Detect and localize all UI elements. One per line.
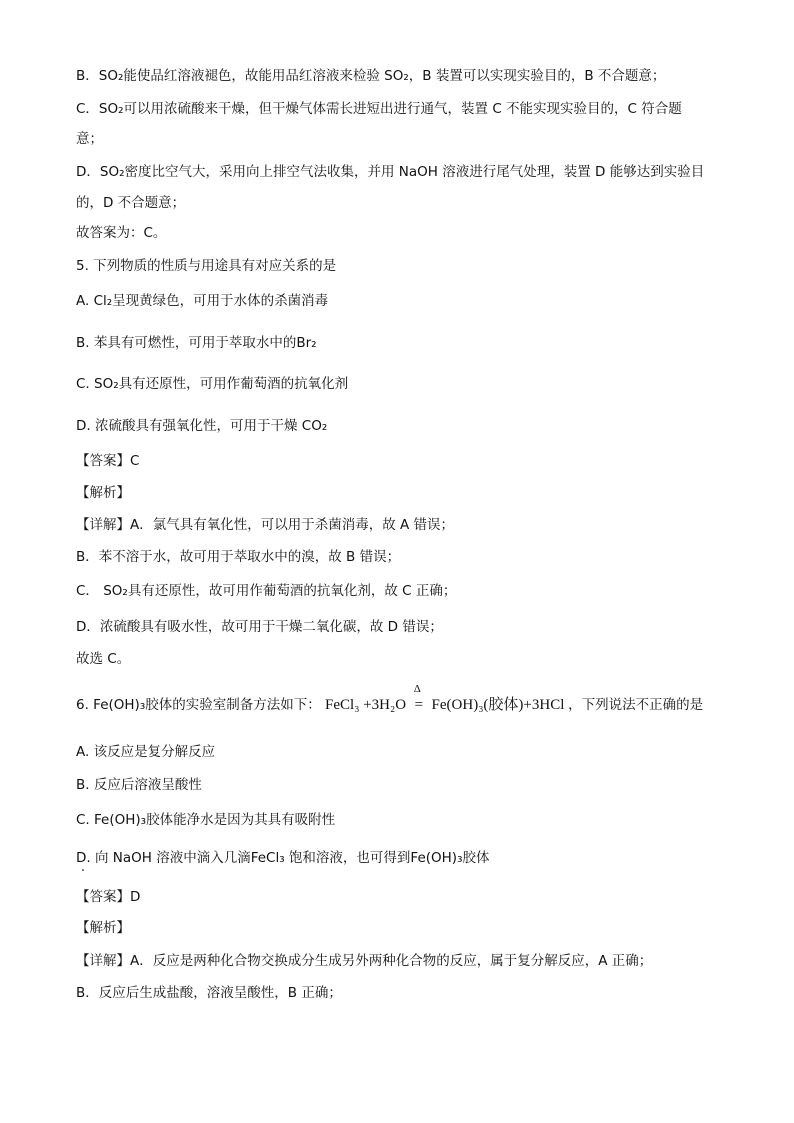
question-6-stem <box>76 683 704 715</box>
question-6-stem-prefix: 6. Fe(OH)₃胶体的实验室制备方法如下： <box>76 697 321 713</box>
heating-condition <box>410 683 428 715</box>
question-6-detail-line: B．反应后生成盐酸，溶液呈酸性，B 正确； <box>76 985 342 1001</box>
delta-symbol: Δ <box>413 683 421 695</box>
question-5-option-c: C. SO₂具有还原性，可用作葡萄酒的抗氧化剂 <box>76 376 349 392</box>
question-5-stem: 5. 下列物质的性质与用途具有对应关系的是 <box>76 258 337 274</box>
question-5-detail-line: 【详解】A．氯气具有氧化性，可以用于杀菌消毒，故 A 错误； <box>76 517 455 533</box>
question-5-option-a: A. Cl₂呈现黄绿色，可用于水体的杀菌消毒 <box>76 293 329 309</box>
equals-sign: = <box>414 697 424 713</box>
reaction-equation <box>325 683 568 713</box>
question-6-option-c: C. Fe(OH)₃胶体能净水是因为其具有吸附性 <box>76 812 336 828</box>
question-5-detail-line: C． SO₂具有还原性，故可用作葡萄酒的抗氧化剂，故 C 正确； <box>76 583 457 599</box>
question-5-option-d: D. 浓硫酸具有强氧化性，可用于干燥 CO₂ <box>76 418 328 434</box>
question-6-option-a: A. 该反应是复分解反应 <box>76 744 216 760</box>
question-6-stem-suffix: ，下列说法不正确的是 <box>568 697 704 713</box>
equation-right: Fe(OH)₃(胶体)+3HCl <box>431 697 565 713</box>
question-5-option-b: B. 苯具有可燃性，可用于萃取水中的Br₂ <box>76 335 317 351</box>
text-line: B．SO₂能使品红溶液褪色，故能用品红溶液来检验 SO₂，B 装置可以实现实验目的，B 不合题意； <box>76 68 666 84</box>
stray-dot <box>82 869 84 871</box>
question-6-option-d: D. 向 NaOH 溶液中滴入几滴FeCl₃ 饱和溶液，也可得到Fe(OH)₃胶体 <box>76 850 490 866</box>
text-line: C．SO₂可以用浓硫酸来干燥，但干燥气体需长进短出进行通气，装置 C 不能实现实验目的，C 符合题 <box>76 101 682 117</box>
question-6-analysis-heading: 【解析】 <box>76 920 130 936</box>
text-line: 故答案为：C。 <box>76 225 167 241</box>
question-5-detail-line: D．浓硫酸具有吸水性，故可用于干燥二氧化碳，故 D 错误； <box>76 619 443 635</box>
question-6-option-b: B. 反应后溶液呈酸性 <box>76 777 202 793</box>
question-5-conclusion: 故选 C。 <box>76 651 131 667</box>
question-5-answer: 【答案】C <box>76 453 140 469</box>
text-line: 的，D 不合题意； <box>76 195 186 211</box>
question-6-answer: 【答案】D <box>76 889 141 905</box>
text-line: D．SO₂密度比空气大，采用向上排空气法收集，并用 NaOH 溶液进行尾气处理，装置 D 能够达到实验目 <box>76 164 705 180</box>
question-5-detail-line: B．苯不溶于水，故可用于萃取水中的溴，故 B 错误； <box>76 549 401 565</box>
equation-left: FeCl₃ +3H₂O <box>325 697 407 713</box>
text-line: 意； <box>76 131 103 147</box>
question-6-detail-line: 【详解】A．反应是两种化合物交换成分生成另外两种化合物的反应，属于复分解反应，A 正确； <box>76 953 653 969</box>
question-5-analysis-heading: 【解析】 <box>76 485 130 501</box>
